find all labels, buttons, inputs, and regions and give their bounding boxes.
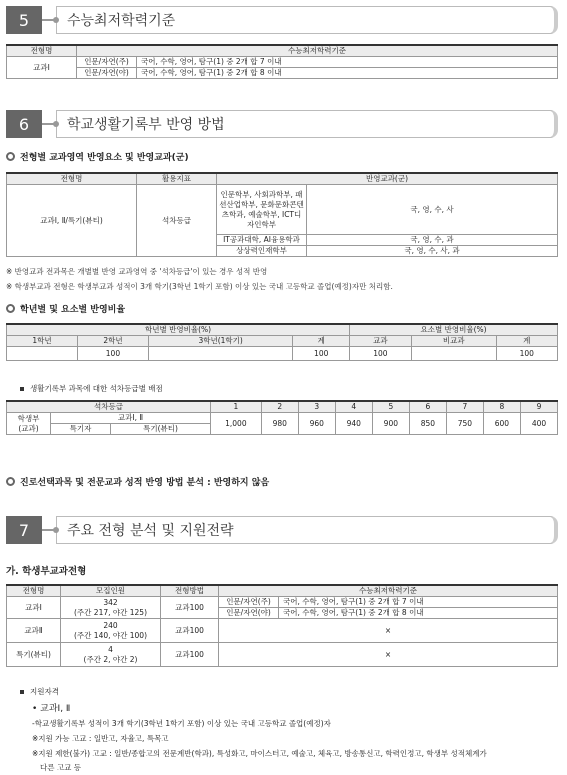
ratio-table [6,323,558,361]
criteria: × [219,643,558,667]
circle-icon [6,304,15,313]
qualification-text: -학교생활기록부 성적이 3개 학기(3학년 1학기 포함) 이상 있는 국내 고등학교 졸업(예정)자 [32,719,331,728]
value: 100 [350,347,412,361]
score: 400 [520,413,557,435]
score: 1,000 [211,413,262,435]
col-header: 1학년 [7,336,78,347]
suneung-table [6,44,558,79]
square-bullet-icon [20,690,24,694]
value [148,347,292,361]
subject-table [6,172,558,257]
value: 100 [77,347,148,361]
row-name: 특기(뷰티) [7,643,61,667]
section-number: 5 [6,6,42,34]
circle-icon [6,477,15,486]
value [7,347,78,361]
score: 960 [298,413,335,435]
subheading: 학년별 및 요소별 반영비율 [6,302,125,315]
method: 교과100 [161,643,219,667]
qualification-sub: • 교과Ⅰ, Ⅱ [32,704,71,714]
square-bullet-icon [20,387,24,391]
track: 인문/자연(주) [219,597,279,608]
subsection-heading: 가. 학생부교과전형 [6,566,87,577]
score: 850 [409,413,446,435]
group-header: 학년별 반영비율(%) [7,324,350,336]
criteria: 국어, 수학, 영어, 탐구(1) 중 2개 합 7 이내 [137,57,558,68]
score: 940 [335,413,372,435]
grade: 5 [372,401,409,413]
section-number: 7 [6,516,42,544]
col-header: 전형방법 [161,585,219,597]
col-header: 3학년(1학기) [148,336,292,347]
track: 인문/자연(야) [77,68,137,79]
row-name: 교과Ⅰ, Ⅱ/특기(뷰티) [7,185,137,257]
category: 특기(뷰티) [111,424,211,435]
qualification-text: ※지원 가능 고교 : 일반고, 자율고, 특목고 [32,734,169,743]
col-header: 전형명 [7,173,137,185]
grade: 2 [261,401,298,413]
subheading: 전형별 교과영역 반영요소 및 반영교과(군) [6,150,189,163]
score: 600 [483,413,520,435]
grade: 4 [335,401,372,413]
category: 특기자 [51,424,111,435]
col-header: 수능최저학력기준 [219,585,558,597]
qualification-text: ※지원 제한(불가) 고교 : 일반/종합고의 전문계반(학과), 특성화고, 마이스터고, 예술고, 체육고, 방송통신고, 학력인정고, 학생부 성적체계가 [32,749,487,758]
dept: 인문학부, 사회과학부, 패션산업학부, 문화문화콘텐츠학과, 예술학부, ICT디자인학부 [217,185,307,235]
track: 인문/자연(야) [219,608,279,619]
qualification-text: 다른 고교 등 [40,763,81,772]
grade-score-table [6,400,558,435]
note: ※ 반영교과 전과목은 개별별 반영 교과영역 중 '석차등급'이 있는 경우 성적 반영 [6,267,268,276]
col-header: 석차등급 [7,401,211,413]
col-header: 활용지표 [137,173,217,185]
dept: IT공과대학, AI융용학과 [217,235,307,246]
note: ※ 학생부교과 전형은 학생부교과 성적이 3개 학기(3학년 1학기 포함) 이상 있는 국내 고등학교 졸업(예정)자만 처리함. [6,282,393,291]
bullet-item: 지원자격 [20,686,59,697]
count-detail: (주간 217, 야간 125) [74,607,147,617]
subjects: 국, 영, 수, 과 [307,235,558,246]
row-name: 교과Ⅰ [7,57,77,79]
criteria: 국어, 수학, 영어, 탐구(1) 중 2개 합 8 이내 [137,68,558,79]
section-title: 수능최저학력기준 [56,6,558,34]
section-number: 6 [6,110,42,138]
count-cell [61,643,161,667]
grade: 1 [211,401,262,413]
col-header: 2학년 [77,336,148,347]
criteria: 국어, 수학, 영어, 탐구(1) 중 2개 합 7 이내 [279,597,558,608]
subheading: 진로선택과목 및 전문교과 성적 반영 방법 분석 : 반영하지 않음 [6,475,269,488]
method: 교과100 [161,619,219,643]
track: 인문/자연(주) [77,57,137,68]
section-5-header [6,6,558,34]
section-6-header [6,110,558,138]
grade: 8 [483,401,520,413]
score: 980 [261,413,298,435]
dept: 상상력인재학부 [217,246,307,257]
col-header: 계 [496,336,557,347]
col-header: 반영교과(군) [217,173,558,185]
count-detail: (주간 2, 야간 2) [83,654,138,664]
subjects: 국, 영, 수, 사, 과 [307,246,558,257]
grade: 3 [298,401,335,413]
count-cell [61,619,161,643]
group-header: 요소별 반영비율(%) [350,324,558,336]
method: 교과100 [161,597,219,619]
indicator: 석차등급 [137,185,217,257]
count-detail: (주간 140, 야간 100) [74,630,147,640]
count: 240 [103,620,118,630]
count-cell [61,597,161,619]
col-header: 계 [293,336,350,347]
col-header: 전형명 [7,585,61,597]
score: 750 [446,413,483,435]
grade: 6 [409,401,446,413]
count: 342 [103,597,118,607]
criteria: × [219,619,558,643]
circle-icon [6,152,15,161]
score: 900 [372,413,409,435]
row-name: 교과Ⅱ [7,619,61,643]
criteria: 국어, 수학, 영어, 탐구(1) 중 2개 합 8 이내 [279,608,558,619]
count: 4 [108,644,113,654]
grade: 7 [446,401,483,413]
section-7-header [6,516,558,544]
value: 100 [496,347,557,361]
bullet-item: 생활기록부 과목에 대한 석차등급별 배점 [20,383,163,394]
grade: 9 [520,401,557,413]
col-header: 수능최저학력기준 [77,45,558,57]
section-title: 학교생활기록부 반영 방법 [56,110,558,138]
value: 100 [293,347,350,361]
col-header: 비교과 [411,336,496,347]
col-header: 전형명 [7,45,77,57]
subjects: 국, 영, 수, 사 [307,185,558,235]
section-title: 주요 전형 분석 및 지원전략 [56,516,558,544]
col-header: 교과 [350,336,412,347]
admission-table [6,584,558,667]
col-header: 모집인원 [61,585,161,597]
row-label: 학생부 (교과) [7,413,51,435]
row-name: 교과Ⅰ [7,597,61,619]
value [411,347,496,361]
category: 교과Ⅰ, Ⅱ [51,413,211,424]
